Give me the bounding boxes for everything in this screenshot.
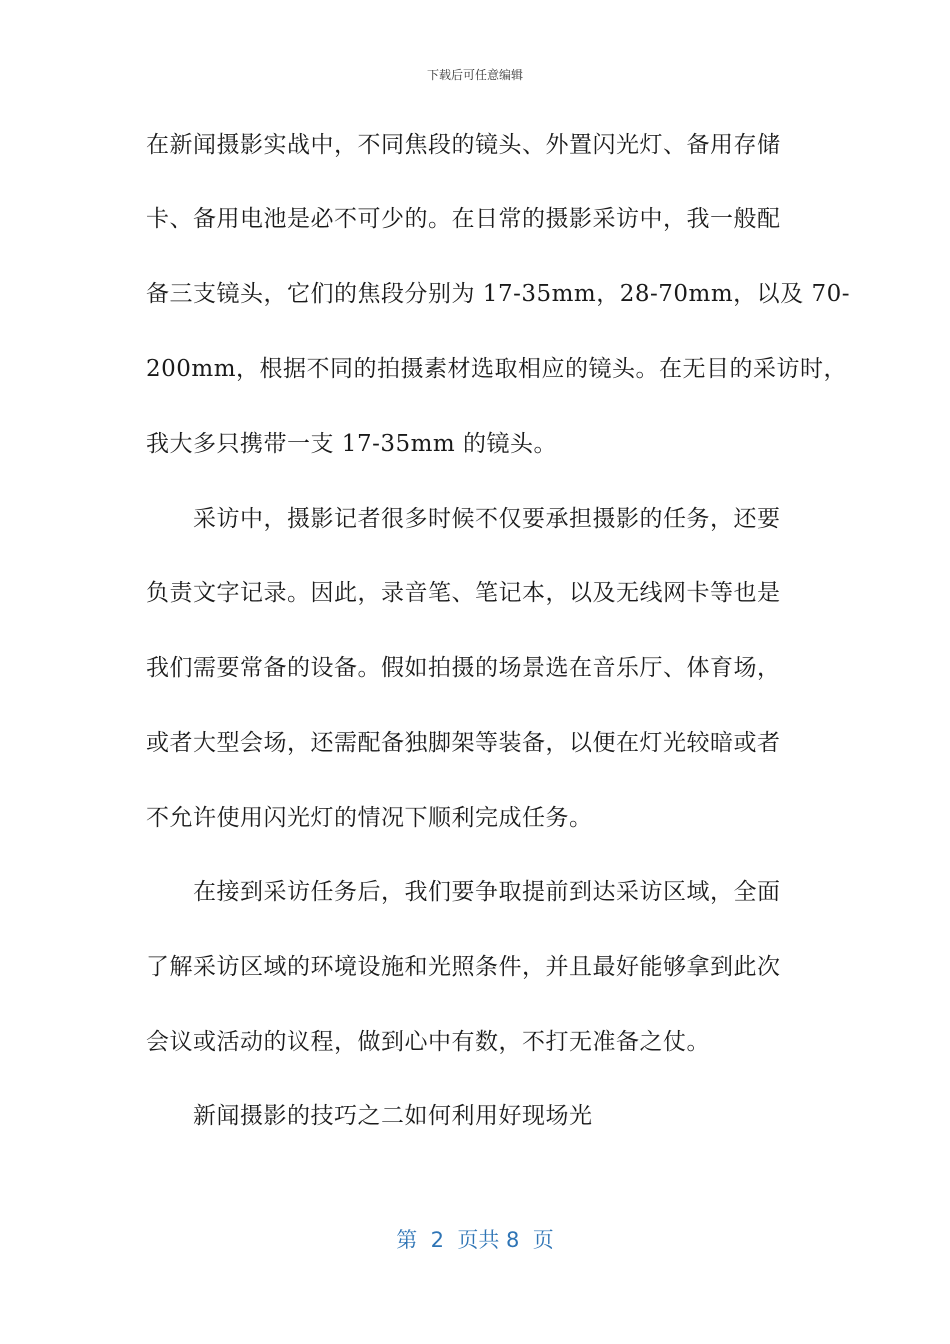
body-line: 我大多只携带一支 17-35mm 的镜头。 [146,431,558,457]
body-line: 在新闻摄影实战中，不同焦段的镜头、外置闪光灯、备用存储 [146,132,781,158]
body-line: 200mm，根据不同的拍摄素材选取相应的镜头。在无目的采访时， [146,356,848,382]
body-line: 不允许使用闪光灯的情况下顺利完成任务。 [146,805,593,831]
body-line: 或者大型会场，还需配备独脚架等装备，以便在灯光较暗或者 [146,730,781,756]
page-header-note: 下载后可任意编辑 [426,68,523,82]
body-line: 负责文字记录。因此，录音笔、笔记本，以及无线网卡等也是 [146,580,781,606]
body-line: 卡、备用电池是必不可少的。在日常的摄影采访中，我一般配 [146,206,781,232]
paragraph-first-line: 在接到采访任务后，我们要争取提前到达采访区域，全面 [193,879,781,905]
body-line: 会议或活动的议程，做到心中有数，不打无准备之仗。 [146,1029,710,1055]
body-line: 我们需要常备的设备。假如拍摄的场景选在音乐厅、体育场， [146,655,781,681]
page-label-suffix: 页 [532,1228,554,1252]
paragraph-first-line: 采访中，摄影记者很多时候不仅要承担摄影的任务，还要 [193,506,781,532]
section-heading: 新闻摄影的技巧之二如何利用好现场光 [193,1103,593,1129]
total-page-count: 8 [506,1228,520,1252]
page-label-prefix: 第 [396,1228,418,1252]
page-label-mid: 页共 [457,1228,500,1252]
body-line: 备三支镜头，它们的焦段分别为 17-35mm，28-70mm，以及 70- [146,281,851,307]
page-number-footer [0,1226,950,1254]
current-page-number: 2 [430,1228,444,1252]
body-line: 了解采访区域的环境设施和光照条件，并且最好能够拿到此次 [146,954,781,980]
